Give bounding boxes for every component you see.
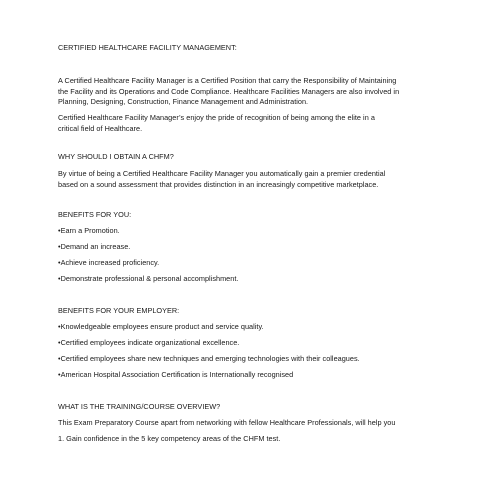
why-heading: WHY SHOULD I OBTAIN A CHFM?: [58, 152, 174, 161]
why-line-1: By virtue of being a Certified Healthcare Facility Manager you automatically gain a premier credential: [58, 169, 386, 178]
list-item: •Certified employees share new techniques and emerging technologies with their colleagues.: [58, 354, 360, 363]
why-line-2: based on a sound assessment that provides distinction in an increasingly competitive marketplace.: [58, 179, 379, 189]
intro-line-2: the Facility and its Operations and Code Compliance. Healthcare Facilities Managers are also involved in: [58, 86, 400, 96]
pride-line-1: Certified Healthcare Facility Manager’s enjoy the pride of recognition of being among the elite in a: [58, 113, 375, 122]
intro-line-1: A Certified Healthcare Facility Manager is a Certified Position that carry the Responsibility of Maintaining: [58, 76, 397, 85]
intro-line-3: Planning, Designing, Construction, Finance Management and Administration.: [58, 97, 309, 106]
benefits-employer-heading: BENEFITS FOR YOUR EMPLOYER:: [58, 306, 180, 315]
pride-line-2: critical field of Healthcare.: [58, 123, 143, 133]
list-item: •Achieve increased proficiency.: [58, 258, 160, 267]
list-item: •Knowledgeable employees ensure product and service quality.: [58, 322, 264, 331]
list-item: •American Hospital Association Certification is Internationally recognised: [58, 370, 294, 379]
list-item: •Demand an increase.: [58, 242, 131, 251]
training-heading: WHAT IS THE TRAINING/COURSE OVERVIEW?: [58, 402, 221, 411]
list-item: •Demonstrate professional & personal accomplishment.: [58, 274, 239, 283]
list-item: •Certified employees indicate organizational excellence.: [58, 338, 240, 347]
benefits-you-heading: BENEFITS FOR YOU:: [58, 210, 132, 219]
list-item: •Earn a Promotion.: [58, 226, 120, 235]
training-line-2: 1. Gain confidence in the 5 key competency areas of the CHFM test.: [58, 434, 281, 443]
training-line-1: This Exam Preparatory Course apart from networking with fellow Healthcare Professionals, will help you: [58, 418, 396, 427]
document-title: CERTIFIED HEALTHCARE FACILITY MANAGEMENT:: [58, 43, 237, 52]
